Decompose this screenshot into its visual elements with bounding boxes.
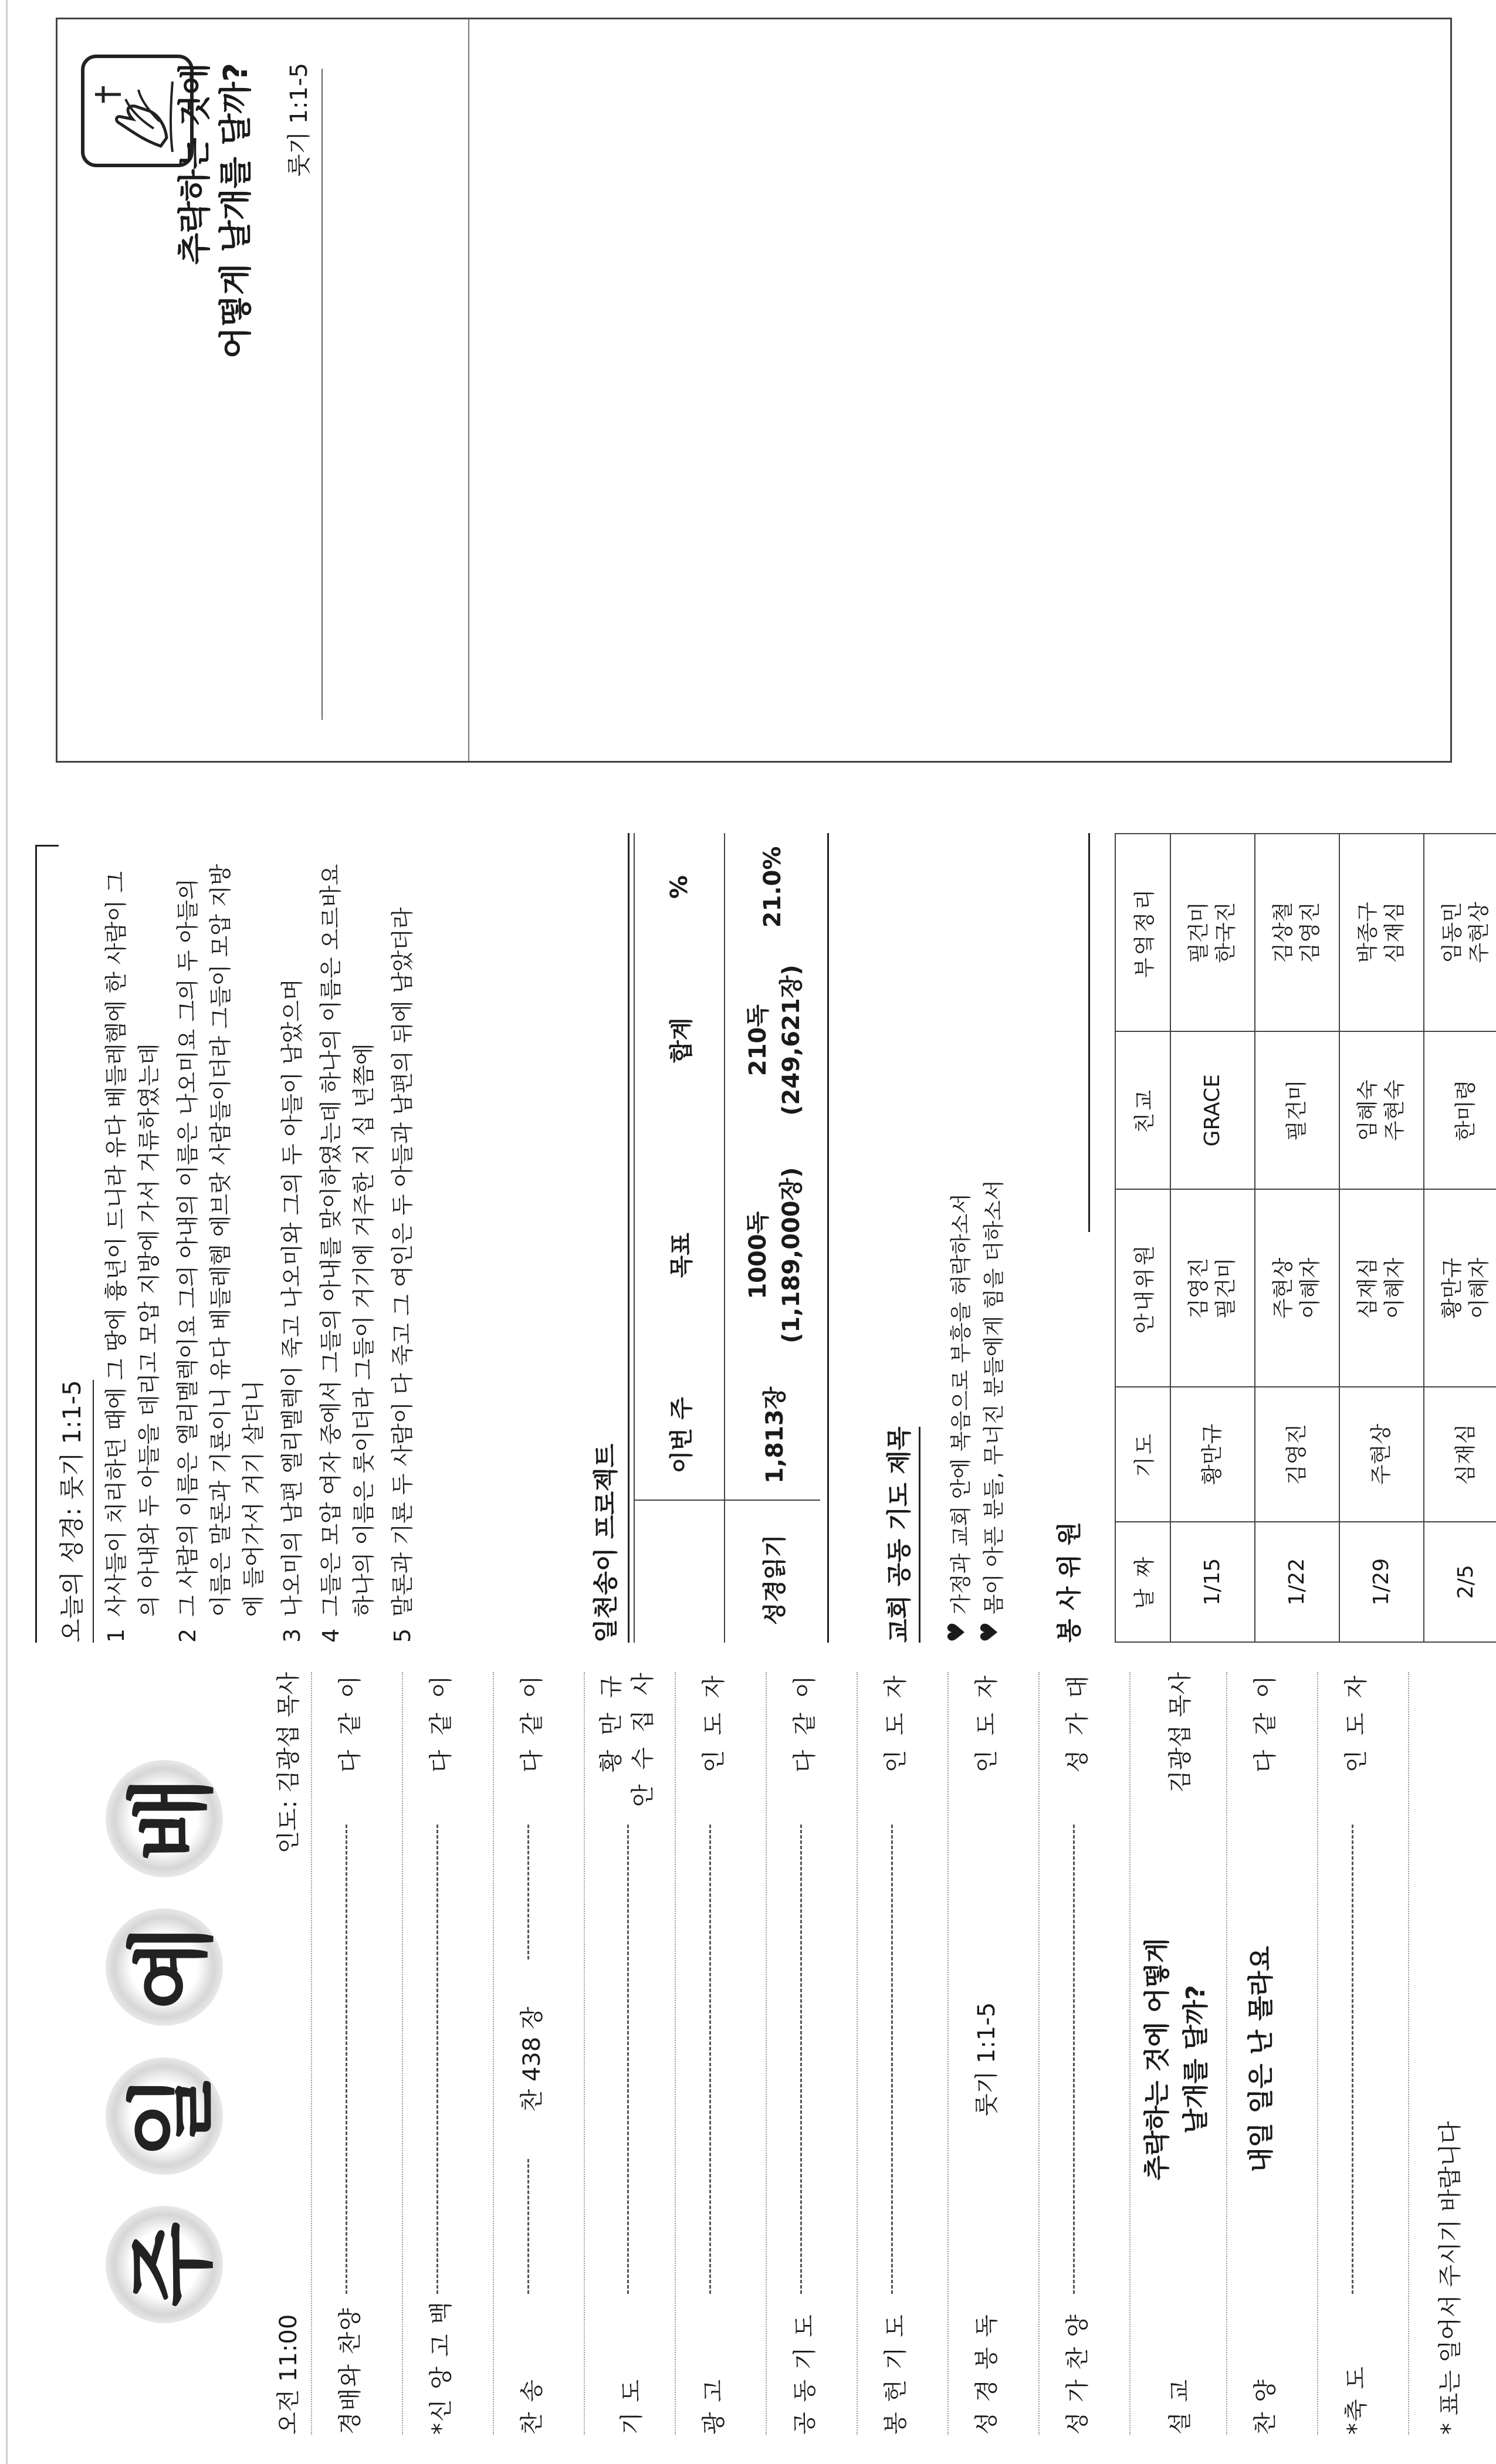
project-rule	[628, 833, 629, 1643]
vol-usher	[1255, 1189, 1339, 1387]
vol-date: 1/29	[1339, 1522, 1424, 1642]
prayer-leader-title: 안 수 집 사	[629, 1669, 656, 1807]
dash-leader	[709, 1825, 711, 2294]
vol-name: 이혜자	[1383, 1257, 1407, 1319]
project-header-row	[634, 833, 725, 1643]
vol-name: 황만규	[1440, 1257, 1464, 1319]
row-divider	[1226, 1672, 1227, 2435]
sermon-title-line: 추락하는 것에 어떻게	[1142, 1938, 1172, 2181]
sermon-title-line: 날개를 달까?	[1181, 1985, 1211, 2134]
order-label: 성 가 찬 양	[1064, 2313, 1091, 2435]
prayer-item	[977, 833, 1010, 1643]
order-who: 다 같 이	[519, 1672, 546, 1773]
info-section	[35, 821, 1490, 1643]
order-who: 김광섭 목사	[1167, 1672, 1194, 1793]
project-heading: 일천송이 프로젝트	[591, 1443, 620, 1643]
vol-name: 한미령	[1454, 1079, 1478, 1141]
verse-number: 5	[390, 1628, 415, 1643]
order-label: 공 동 기 도	[791, 2313, 818, 2435]
verse	[171, 857, 270, 1643]
title-char: 일	[106, 2057, 223, 2175]
vol-date: 1/22	[1255, 1522, 1339, 1642]
emblem-graphic	[84, 65, 183, 164]
order-who: 성 가 대	[1064, 1672, 1091, 1773]
order-item	[1138, 1672, 1220, 2435]
sermon-title-line: 어떻게 날개를 달까?	[217, 63, 255, 359]
project-header-cell: 합계	[634, 941, 725, 1140]
vol-header-cell: 날 짜	[1115, 1522, 1170, 1642]
standing-note: * 표는 일어서 주시기 바랍니다	[1437, 2121, 1464, 2435]
verse-number: 2	[175, 1628, 201, 1643]
scripture-reference: 룻기 1:1-5	[973, 2002, 1000, 2117]
row-divider	[947, 1672, 949, 2435]
order-who: 다 같 이	[791, 1672, 818, 1773]
service-leader: 인도: 김광섭 목사	[275, 1672, 302, 1854]
volunteers-table	[1115, 833, 1496, 1643]
heart-icon: ♥	[943, 1622, 970, 1643]
vol-kitchen	[1339, 834, 1424, 1031]
row-divider	[857, 1672, 858, 2435]
row-divider	[1038, 1672, 1040, 2435]
vol-name: 심재심	[1356, 1257, 1380, 1319]
prayer-item-text: 몸이 아픈 분들, 무너진 분들에게 힘을 더하소서	[982, 1180, 1006, 1615]
project-header-cell: %	[634, 833, 725, 941]
vol-usher	[1170, 1189, 1255, 1387]
verse-number: 1	[103, 1628, 129, 1643]
row-divider	[1408, 1672, 1409, 2435]
vol-kitchen	[1255, 834, 1339, 1031]
vol-date: 2/5	[1424, 1522, 1496, 1642]
project-row-label: 성경읽기	[725, 1500, 820, 1643]
project-row	[725, 833, 820, 1643]
dash-leader	[1352, 1825, 1353, 2294]
verse	[314, 857, 380, 1643]
vol-fellowship	[1170, 1031, 1255, 1190]
order-label: 경배와 찬양	[337, 2307, 364, 2435]
vol-usher	[1339, 1189, 1424, 1387]
vol-name: GRACE	[1200, 1074, 1224, 1147]
project-total	[725, 941, 820, 1140]
vol-prayer: 황만규	[1170, 1387, 1255, 1521]
vol-fellowship	[1255, 1031, 1339, 1190]
heart-icon: ♥	[976, 1622, 1003, 1643]
sermon-title-rule	[321, 69, 323, 720]
volunteers-row	[1170, 834, 1255, 1642]
volunteers-heading: 봉 사 위 원	[1055, 1521, 1084, 1643]
volunteers-row	[1424, 834, 1496, 1642]
prayer-list	[945, 833, 1010, 1643]
worship-title	[106, 1760, 258, 2323]
order-label: 성 경 봉 독	[973, 2313, 1000, 2435]
title-char: 배	[106, 1760, 223, 1877]
scripture-heading: 오늘의 성경: 룻기 1:1-5	[53, 1380, 94, 1643]
order-who: 인 도 자	[1343, 1672, 1370, 1773]
order-who: 인 도 자	[882, 1672, 909, 1773]
project-table	[634, 833, 820, 1643]
dash-leader	[436, 1825, 438, 2294]
vol-name: 필건미	[1285, 1079, 1309, 1141]
prayer-item-text: 가정과 교회 안에 복음으로 부흥을 허락하소서	[949, 1193, 973, 1615]
order-who: 다 같 이	[428, 1672, 455, 1773]
vol-name: 주현숙	[1383, 1079, 1407, 1141]
vol-name: 김상철	[1271, 902, 1295, 963]
sermon-title-line: 추락하는 것에	[176, 63, 214, 265]
order-label: 설 교	[1167, 2378, 1194, 2435]
row-divider	[1129, 1672, 1131, 2435]
project-goal	[725, 1139, 820, 1371]
vol-name: 주현상	[1467, 902, 1491, 963]
sermon-panel	[56, 18, 1452, 763]
project-total-chapters: (249,621장)	[778, 964, 805, 1116]
scripture-verses	[100, 857, 425, 1643]
project-header-cell: 목표	[634, 1139, 725, 1371]
verse-number: 3	[279, 1628, 305, 1643]
volunteers-rule	[1088, 833, 1090, 1232]
verse-text: 그들은 모압 여자 중에서 그들의 아내를 맞이하였는데 하나의 이름은 오르바요 하나의 이름은 룻이더라 그들이 거기에 거주한 지 십 년쯤에	[318, 864, 377, 1617]
project-header-cell: 이번 주	[634, 1371, 725, 1500]
project-percent: 21.0%	[725, 833, 820, 941]
vol-kitchen	[1424, 834, 1496, 1031]
memo-divider	[468, 19, 469, 761]
vol-header-cell: 기도	[1115, 1387, 1170, 1521]
dash-leader	[800, 1825, 802, 2294]
verse-number: 4	[318, 1628, 344, 1643]
title-char: 예	[106, 1908, 223, 2026]
project-bottom-rule	[827, 833, 829, 1643]
vol-header-cell: 친교	[1115, 1031, 1170, 1190]
verse-text: 나오미의 남편 엘리멜렉이 죽고 나오미와 그의 두 아들이 남았으며	[279, 979, 305, 1617]
prayer-item	[945, 833, 977, 1643]
vol-name: 임동민	[1440, 902, 1464, 963]
volunteers-header-row	[1115, 834, 1170, 1642]
vol-name: 이혜자	[1298, 1257, 1322, 1319]
vol-name: 주현상	[1271, 1257, 1295, 1319]
vol-header-cell: 부엌정리	[1115, 834, 1170, 1031]
worship-meta	[270, 1672, 305, 2435]
vol-name: 김영진	[1187, 1257, 1211, 1319]
project-goal-chapters: (1,189,000장)	[778, 1167, 805, 1343]
row-divider	[675, 1672, 676, 2435]
vol-name: 이혜자	[1467, 1257, 1491, 1319]
vol-name: 필건미	[1214, 1257, 1238, 1319]
dash-leader	[891, 1825, 893, 2294]
verse	[386, 857, 419, 1643]
row-divider	[493, 1672, 494, 2435]
scan-edge-line	[6, 0, 8, 2464]
row-divider	[1317, 1672, 1318, 2435]
order-who: 인 도 자	[973, 1672, 1000, 1773]
order-label: 봉 헌 기 도	[882, 2313, 909, 2435]
order-who: 다 같 이	[1252, 1672, 1279, 1773]
volunteers-row	[1255, 834, 1339, 1642]
verse	[100, 857, 165, 1643]
row-divider	[766, 1672, 767, 2435]
verse-text: 사사들이 치리하던 때에 그 땅에 흉년이 드니라 유다 베들레헴에 한 사람이 그의 아내와 두 아들을 데리고 모압 지방에 가서 거류하였는데	[103, 871, 162, 1617]
sermon-verse: 룻기 1:1-5	[286, 63, 313, 177]
order-label: 찬 양	[1252, 2378, 1279, 2435]
order-label: 기 도	[618, 2378, 645, 2435]
order-who: 다 같 이	[337, 1672, 364, 1773]
vol-name: 필건미	[1187, 902, 1211, 963]
dash-leader	[346, 1825, 347, 2294]
vol-name: 임혜숙	[1356, 1079, 1380, 1141]
row-divider	[311, 1672, 312, 2435]
verse	[276, 857, 309, 1643]
vol-name: 박종구	[1356, 902, 1380, 963]
order-item	[595, 1669, 666, 2435]
service-time: 오전 11:00	[275, 2314, 302, 2435]
sermon-title	[1138, 1825, 1216, 2294]
dash-leader	[527, 1825, 529, 1959]
vol-name: 김영진	[1298, 902, 1322, 963]
worship-order-section	[35, 1669, 1490, 2452]
project-total-books: 210독	[744, 1004, 771, 1077]
vol-name: 한국진	[1214, 902, 1238, 963]
vol-name: 심재심	[1383, 902, 1407, 963]
corner-rule	[35, 845, 59, 847]
prayer-leader-name: 황 만 규	[598, 1672, 625, 1773]
sermon-title-block	[175, 63, 257, 720]
vol-prayer: 김영진	[1255, 1387, 1339, 1521]
order-label: *축 도	[1343, 2365, 1370, 2435]
title-char: 주	[106, 2206, 223, 2323]
row-divider	[402, 1672, 403, 2435]
vol-header-cell: 안내위원	[1115, 1189, 1170, 1387]
order-who: 인 도 자	[700, 1672, 727, 1773]
project-goal-books: 1000독	[744, 1211, 771, 1299]
vol-prayer: 주현상	[1339, 1387, 1424, 1521]
volunteers-row	[1339, 834, 1424, 1642]
dash-leader	[1073, 1825, 1075, 2294]
order-label: 광 고	[700, 2378, 727, 2435]
dash-leader	[627, 1825, 629, 2294]
prayer-heading: 교회 공동 기도 제목	[880, 1427, 920, 1643]
vol-kitchen	[1170, 834, 1255, 1031]
hymn-number: 찬 438 장	[519, 2006, 546, 2112]
vol-date: 1/15	[1170, 1522, 1255, 1642]
order-label: *신 앙 고 백	[428, 2300, 455, 2435]
row-divider	[584, 1672, 585, 2435]
vol-prayer: 심재심	[1424, 1387, 1496, 1521]
vol-fellowship	[1424, 1031, 1496, 1190]
order-who	[595, 1669, 659, 1807]
verse-text: 말론과 기룐 두 사람이 다 죽고 그 여인은 두 아들과 남편의 뒤에 남았더라	[390, 907, 415, 1617]
project-header-cell	[634, 1500, 725, 1643]
vol-usher	[1424, 1189, 1496, 1387]
closing-song: 내일 일은 난 몰라요	[1246, 1946, 1276, 2172]
project-this-week: 1,813장	[725, 1371, 820, 1500]
verse-text: 그 사람의 이름은 엘리멜렉이요 그의 아내의 이름은 나오미요 그의 두 아들의 이름은 말론과 기룐이니 유다 베들레헴 에브랏 사람들이더라 그들이 모압 지방에 들어가서 거기 살더니	[175, 864, 266, 1617]
order-label: 찬 송	[519, 2378, 546, 2435]
top-rule	[35, 845, 37, 1643]
vol-fellowship	[1339, 1031, 1424, 1190]
